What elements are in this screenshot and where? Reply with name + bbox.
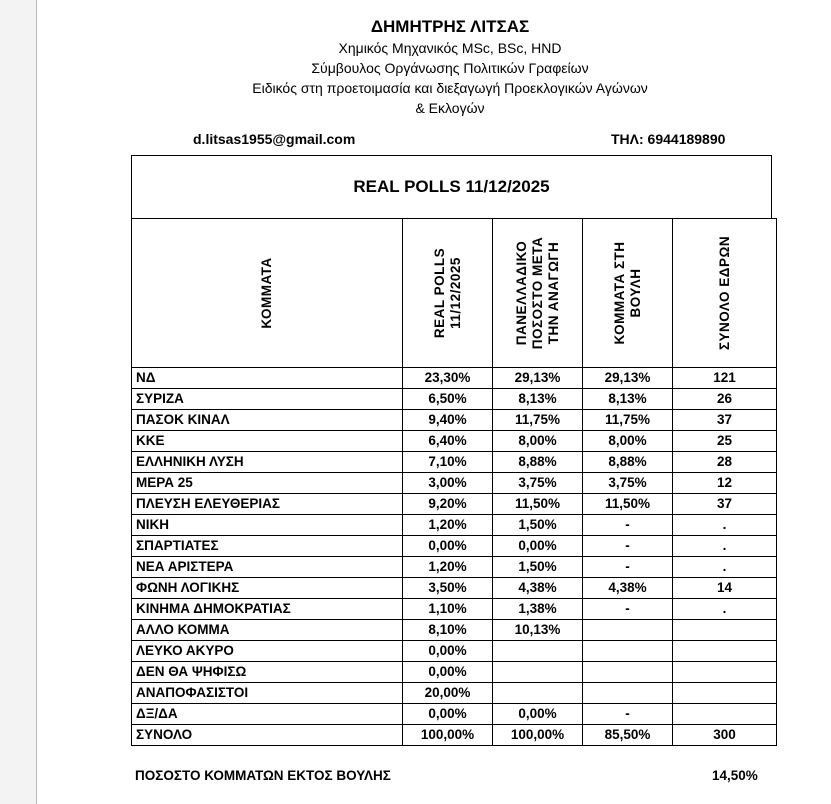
cell-parliament: - xyxy=(583,536,673,557)
cell-national: 8,88% xyxy=(493,452,583,473)
col-header-national xyxy=(493,219,583,368)
author-specialty: Ειδικός στη προετοιμασία και διεξαγωγή Προεκλογικών Αγώνων xyxy=(252,80,648,96)
cell-party: ΝΙΚΗ xyxy=(132,515,403,536)
phone-number: ΤΗΛ: 6944189890 xyxy=(611,131,726,147)
table-row xyxy=(132,410,777,431)
col-header-seats xyxy=(673,219,777,368)
cell-parliament: - xyxy=(583,704,673,725)
cell-national: 11,75% xyxy=(493,410,583,431)
cell-parliament xyxy=(583,662,673,683)
author-name: ΔΗΜΗΤΡΗΣ ΛΙΤΣΑΣ xyxy=(370,17,530,36)
col-header-real-polls-line1: REAL POLLS xyxy=(431,247,447,339)
header-row xyxy=(132,219,777,368)
cell-real-polls: 3,50% xyxy=(403,578,493,599)
col-header-parliament xyxy=(583,219,673,368)
table-row xyxy=(132,704,777,725)
cell-parliament: 8,13% xyxy=(583,389,673,410)
table-row xyxy=(132,557,777,578)
author-specialty-cont: & Εκλογών xyxy=(415,100,485,116)
cell-real-polls: 20,00% xyxy=(403,683,493,704)
col-header-national-line1: ΠΑΝΕΛΛΑΔΙΚΟ xyxy=(513,240,529,346)
cell-seats xyxy=(673,620,777,641)
cell-national: 10,13% xyxy=(493,620,583,641)
table-row xyxy=(132,389,777,410)
cell-seats: 37 xyxy=(673,494,777,515)
cell-parliament xyxy=(583,683,673,704)
table-row xyxy=(132,494,777,515)
cell-parliament: - xyxy=(583,515,673,536)
cell-seats: 14 xyxy=(673,578,777,599)
poll-table xyxy=(131,218,777,746)
cell-national: 8,13% xyxy=(493,389,583,410)
cell-seats: 26 xyxy=(673,389,777,410)
cell-parliament: 11,50% xyxy=(583,494,673,515)
cell-real-polls: 6,50% xyxy=(403,389,493,410)
cell-parliament xyxy=(583,620,673,641)
cell-real-polls: 0,00% xyxy=(403,641,493,662)
col-header-national-line2: ΠΟΣΟΣΤΟ ΜΕΤΑ xyxy=(529,236,545,350)
col-header-party-text: ΚΟΜΜΑΤΑ xyxy=(259,257,274,329)
cell-party: ΚΚΕ xyxy=(132,431,403,452)
cell-real-polls: 8,10% xyxy=(403,620,493,641)
cell-party: ΑΝΑΠΟΦΑΣΙΣΤΟΙ xyxy=(132,683,403,704)
cell-national: 0,00% xyxy=(493,704,583,725)
cell-party: ΑΛΛΟ ΚΟΜΜΑ xyxy=(132,620,403,641)
author-role: Σύμβουλος Οργάνωσης Πολιτικών Γραφείων xyxy=(311,60,589,76)
cell-party: ΣΥΡΙΖΑ xyxy=(132,389,403,410)
cell-seats: 300 xyxy=(673,725,777,746)
author-title: Χημικός Μηχανικός MSc, BSc, HND xyxy=(338,40,562,56)
cell-real-polls: 9,40% xyxy=(403,410,493,431)
cell-seats: . xyxy=(673,536,777,557)
cell-real-polls: 1,10% xyxy=(403,599,493,620)
cell-real-polls: 6,40% xyxy=(403,431,493,452)
cell-parliament: 85,50% xyxy=(583,725,673,746)
cell-parliament xyxy=(583,641,673,662)
table-row xyxy=(132,599,777,620)
cell-national: 8,00% xyxy=(493,431,583,452)
cell-national: 29,13% xyxy=(493,368,583,389)
cell-parliament: 8,00% xyxy=(583,431,673,452)
col-header-party xyxy=(132,219,403,368)
cell-seats: 25 xyxy=(673,431,777,452)
cell-party: ΚΙΝΗΜΑ ΔΗΜΟΚΡΑΤΙΑΣ xyxy=(132,599,403,620)
cell-party: ΝΕΑ ΑΡΙΣΤΕΡΑ xyxy=(132,557,403,578)
cell-seats: . xyxy=(673,515,777,536)
cell-parliament: 11,75% xyxy=(583,410,673,431)
cell-party: ΕΛΛΗΝΙΚΗ ΛΥΣΗ xyxy=(132,452,403,473)
cell-national xyxy=(493,641,583,662)
table-title xyxy=(131,155,772,219)
cell-national: 1,38% xyxy=(493,599,583,620)
table-row xyxy=(132,578,777,599)
cell-parliament: 29,13% xyxy=(583,368,673,389)
cell-real-polls: 3,00% xyxy=(403,473,493,494)
cell-real-polls: 1,20% xyxy=(403,557,493,578)
cell-real-polls: 1,20% xyxy=(403,515,493,536)
cell-seats: . xyxy=(673,599,777,620)
cell-seats: 121 xyxy=(673,368,777,389)
cell-national: 100,00% xyxy=(493,725,583,746)
table-row xyxy=(132,473,777,494)
cell-national xyxy=(493,662,583,683)
table-row xyxy=(132,641,777,662)
footer-value: 14,50% xyxy=(712,768,758,783)
footer-label: ΠΟΣΟΣΤΟ ΚΟΜΜΑΤΩΝ ΕΚΤΟΣ ΒΟΥΛΗΣ xyxy=(135,768,391,783)
poll-table-body xyxy=(132,368,777,746)
cell-national: 0,00% xyxy=(493,536,583,557)
email-address: d.litsas1955@gmail.com xyxy=(193,131,356,147)
col-header-parliament-text xyxy=(612,241,644,344)
cell-national: 3,75% xyxy=(493,473,583,494)
col-header-national-line3: ΤΗΝ ΑΝΑΓΩΓΗ xyxy=(545,241,561,345)
cell-real-polls: 7,10% xyxy=(403,452,493,473)
cell-seats: 28 xyxy=(673,452,777,473)
left-margin-bar xyxy=(0,0,37,804)
cell-seats: 37 xyxy=(673,410,777,431)
cell-party: ΔΞ/ΔΑ xyxy=(132,704,403,725)
cell-party: ΠΑΣΟΚ ΚΙΝΑΛ xyxy=(132,410,403,431)
table-row xyxy=(132,662,777,683)
col-header-national-text xyxy=(514,237,562,349)
cell-party: ΝΔ xyxy=(132,368,403,389)
cell-party: ΦΩΝΗ ΛΟΓΙΚΗΣ xyxy=(132,578,403,599)
col-header-parliament-line1: ΚΟΜΜΑΤΑ ΣΤΗ xyxy=(611,241,627,345)
cell-seats xyxy=(673,683,777,704)
col-header-real-polls-line2: 11/12/2025 xyxy=(447,257,463,329)
cell-real-polls: 23,30% xyxy=(403,368,493,389)
cell-party: ΔΕΝ ΘΑ ΨΗΦΙΣΩ xyxy=(132,662,403,683)
cell-seats: 12 xyxy=(673,473,777,494)
cell-real-polls: 100,00% xyxy=(403,725,493,746)
cell-real-polls: 9,20% xyxy=(403,494,493,515)
letterhead xyxy=(0,16,831,118)
table-row xyxy=(132,620,777,641)
cell-party: ΛΕΥΚΟ ΑΚΥΡΟ xyxy=(132,641,403,662)
cell-party: ΣΠΑΡΤΙΑΤΕΣ xyxy=(132,536,403,557)
cell-national xyxy=(493,683,583,704)
cell-seats xyxy=(673,641,777,662)
cell-national: 4,38% xyxy=(493,578,583,599)
col-header-parliament-line2: ΒΟΥΛΗ xyxy=(627,268,643,318)
cell-party: ΠΛΕΥΣΗ ΕΛΕΥΘΕΡΙΑΣ xyxy=(132,494,403,515)
cell-parliament: - xyxy=(583,599,673,620)
cell-real-polls: 0,00% xyxy=(403,662,493,683)
cell-parliament: 3,75% xyxy=(583,473,673,494)
cell-seats xyxy=(673,704,777,725)
table-title-text: REAL POLLS 11/12/2025 xyxy=(353,177,550,196)
table-row xyxy=(132,536,777,557)
cell-real-polls: 0,00% xyxy=(403,704,493,725)
cell-national: 11,50% xyxy=(493,494,583,515)
cell-national: 1,50% xyxy=(493,515,583,536)
table-row xyxy=(132,515,777,536)
cell-real-polls: 0,00% xyxy=(403,536,493,557)
cell-parliament: 4,38% xyxy=(583,578,673,599)
cell-national: 1,50% xyxy=(493,557,583,578)
cell-parliament: 8,88% xyxy=(583,452,673,473)
col-header-real-polls xyxy=(403,219,493,368)
col-header-real-polls-text xyxy=(432,248,464,338)
cell-party: ΜΕΡΑ 25 xyxy=(132,473,403,494)
table-row xyxy=(132,452,777,473)
table-row xyxy=(132,725,777,746)
cell-parliament: - xyxy=(583,557,673,578)
table-row xyxy=(132,683,777,704)
table-row xyxy=(132,368,777,389)
cell-party: ΣΥΝΟΛΟ xyxy=(132,725,403,746)
table-row xyxy=(132,431,777,452)
cell-seats xyxy=(673,662,777,683)
cell-seats: . xyxy=(673,557,777,578)
col-header-seats-text: ΣΥΝΟΛΟ ΕΔΡΩΝ xyxy=(716,235,732,351)
